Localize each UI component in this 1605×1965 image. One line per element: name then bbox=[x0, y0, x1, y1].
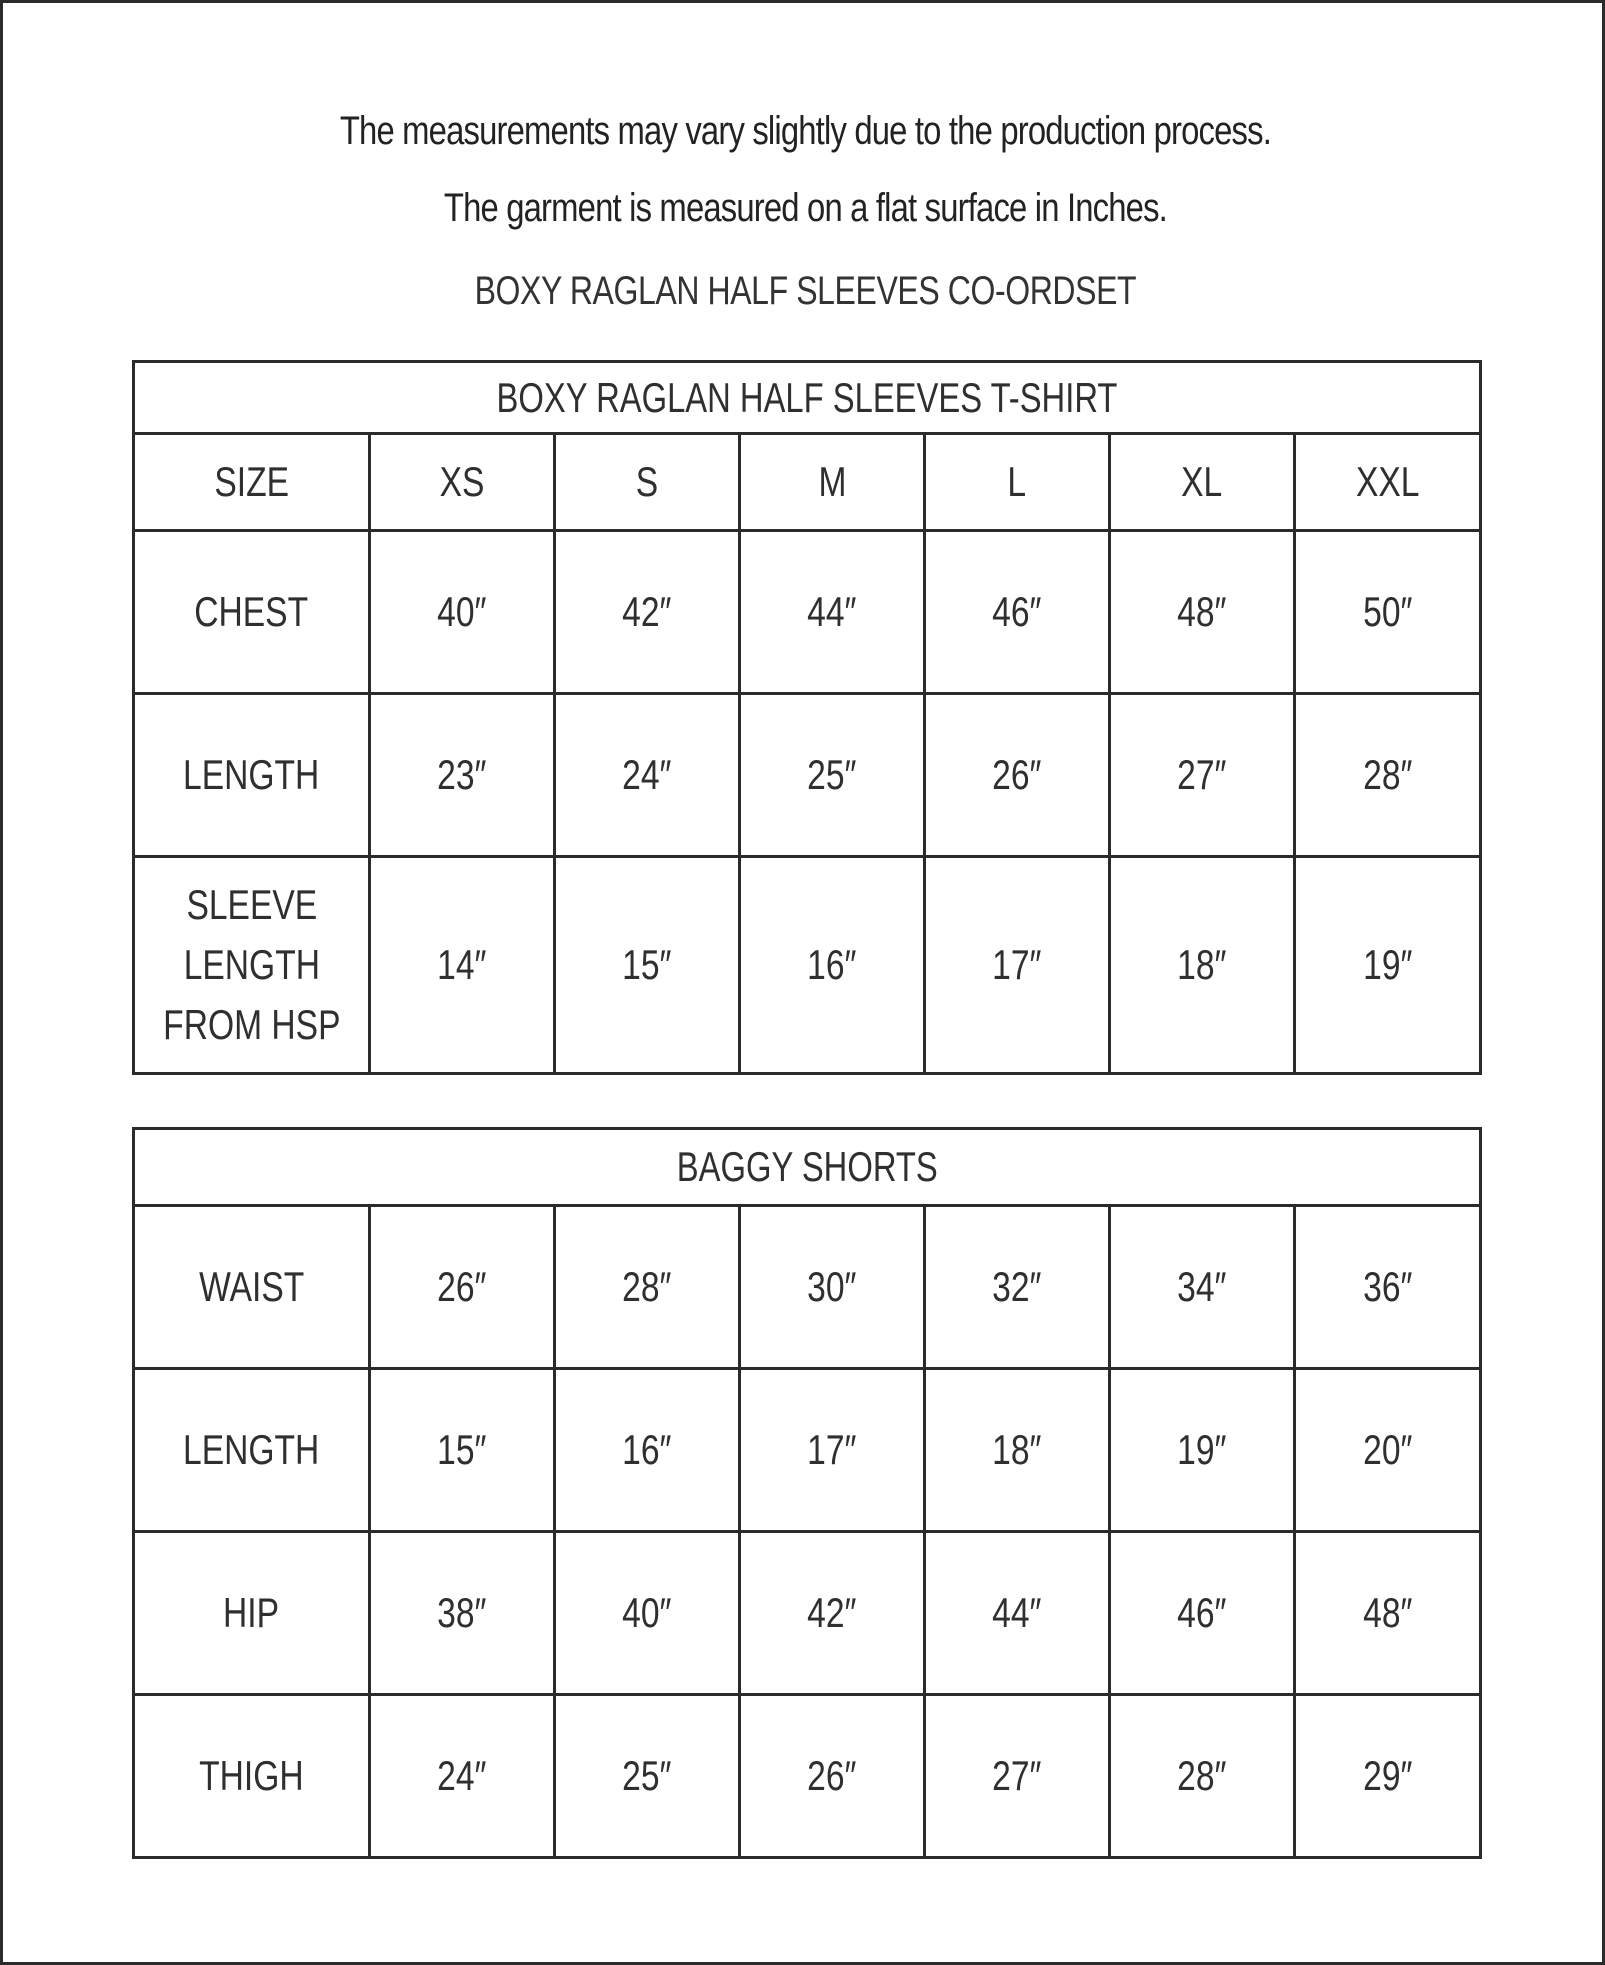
tshirt-table-title-row bbox=[134, 362, 1481, 434]
table-cell: 24″ bbox=[555, 694, 740, 857]
table-row-chest bbox=[134, 531, 1481, 694]
row-label-thigh: THIGH bbox=[134, 1695, 370, 1858]
table-cell: 14″ bbox=[370, 857, 555, 1074]
table-cell: 28″ bbox=[1295, 694, 1481, 857]
size-header-cell: XXL bbox=[1295, 434, 1481, 531]
table-cell: 27″ bbox=[1110, 694, 1295, 857]
table-row-hip bbox=[134, 1532, 1481, 1695]
size-header-cell: L bbox=[925, 434, 1110, 531]
table-cell: 17″ bbox=[740, 1369, 925, 1532]
table-cell: 28″ bbox=[555, 1206, 740, 1369]
table-cell: 48″ bbox=[1295, 1532, 1481, 1695]
table-cell: 40″ bbox=[370, 531, 555, 694]
table-cell: 25″ bbox=[740, 694, 925, 857]
table-cell: 34″ bbox=[1110, 1206, 1295, 1369]
table-cell: 28″ bbox=[1110, 1695, 1295, 1858]
table-cell: 18″ bbox=[925, 1369, 1110, 1532]
size-header-cell: M bbox=[740, 434, 925, 531]
size-header-cell: XL bbox=[1110, 434, 1295, 531]
table-row-thigh bbox=[134, 1695, 1481, 1858]
table-cell: 48″ bbox=[1110, 531, 1295, 694]
table-cell: 44″ bbox=[740, 531, 925, 694]
table-cell: 42″ bbox=[740, 1532, 925, 1695]
table-cell: 19″ bbox=[1110, 1369, 1295, 1532]
table-row-tshirt-length bbox=[134, 694, 1481, 857]
tshirt-size-table bbox=[132, 360, 1482, 1075]
table-cell: 26″ bbox=[925, 694, 1110, 857]
size-header-label: SIZE bbox=[134, 434, 370, 531]
table-cell: 44″ bbox=[925, 1532, 1110, 1695]
table-cell: 19″ bbox=[1295, 857, 1481, 1074]
table-cell: 46″ bbox=[925, 531, 1110, 694]
table-cell: 17″ bbox=[925, 857, 1110, 1074]
size-header-cell: S bbox=[555, 434, 740, 531]
table-cell: 20″ bbox=[1295, 1369, 1481, 1532]
measurement-method-note: The garment is measured on a flat surface in Inches. bbox=[443, 186, 1167, 230]
table-cell: 15″ bbox=[555, 857, 740, 1074]
table-cell: 15″ bbox=[370, 1369, 555, 1532]
table-cell: 36″ bbox=[1295, 1206, 1481, 1369]
table-cell: 38″ bbox=[370, 1532, 555, 1695]
row-label-shorts-length: LENGTH bbox=[134, 1369, 370, 1532]
coordset-title: BOXY RAGLAN HALF SLEEVES CO-ORDSET bbox=[474, 269, 1137, 313]
table-cell: 25″ bbox=[555, 1695, 740, 1858]
table-cell: 23″ bbox=[370, 694, 555, 857]
table-cell: 16″ bbox=[740, 857, 925, 1074]
tshirt-table-title: BOXY RAGLAN HALF SLEEVES T-SHIRT bbox=[134, 362, 1481, 434]
table-cell: 42″ bbox=[555, 531, 740, 694]
table-cell: 18″ bbox=[1110, 857, 1295, 1074]
table-row-waist bbox=[134, 1206, 1481, 1369]
table-cell: 24″ bbox=[370, 1695, 555, 1858]
row-label-sleeve-length: SLEEVE LENGTH FROM HSP bbox=[134, 857, 370, 1074]
table-cell: 29″ bbox=[1295, 1695, 1481, 1858]
size-header-row bbox=[134, 434, 1481, 531]
size-header-cell: XS bbox=[370, 434, 555, 531]
table-cell: 32″ bbox=[925, 1206, 1110, 1369]
table-cell: 26″ bbox=[740, 1695, 925, 1858]
table-row-shorts-length bbox=[134, 1369, 1481, 1532]
table-cell: 46″ bbox=[1110, 1532, 1295, 1695]
table-cell: 40″ bbox=[555, 1532, 740, 1695]
measurement-variance-note: The measurements may vary slightly due to the production process. bbox=[339, 109, 1271, 153]
shorts-table-title: BAGGY SHORTS bbox=[134, 1129, 1481, 1206]
row-label-hip: HIP bbox=[134, 1532, 370, 1695]
shorts-size-table bbox=[132, 1127, 1482, 1859]
table-cell: 50″ bbox=[1295, 531, 1481, 694]
table-cell: 16″ bbox=[555, 1369, 740, 1532]
table-cell: 27″ bbox=[925, 1695, 1110, 1858]
row-label-waist: WAIST bbox=[134, 1206, 370, 1369]
table-row-sleeve-length bbox=[134, 857, 1481, 1074]
shorts-table-title-row bbox=[134, 1129, 1481, 1206]
row-label-tshirt-length: LENGTH bbox=[134, 694, 370, 857]
table-cell: 30″ bbox=[740, 1206, 925, 1369]
row-label-chest: CHEST bbox=[134, 531, 370, 694]
table-cell: 26″ bbox=[370, 1206, 555, 1369]
